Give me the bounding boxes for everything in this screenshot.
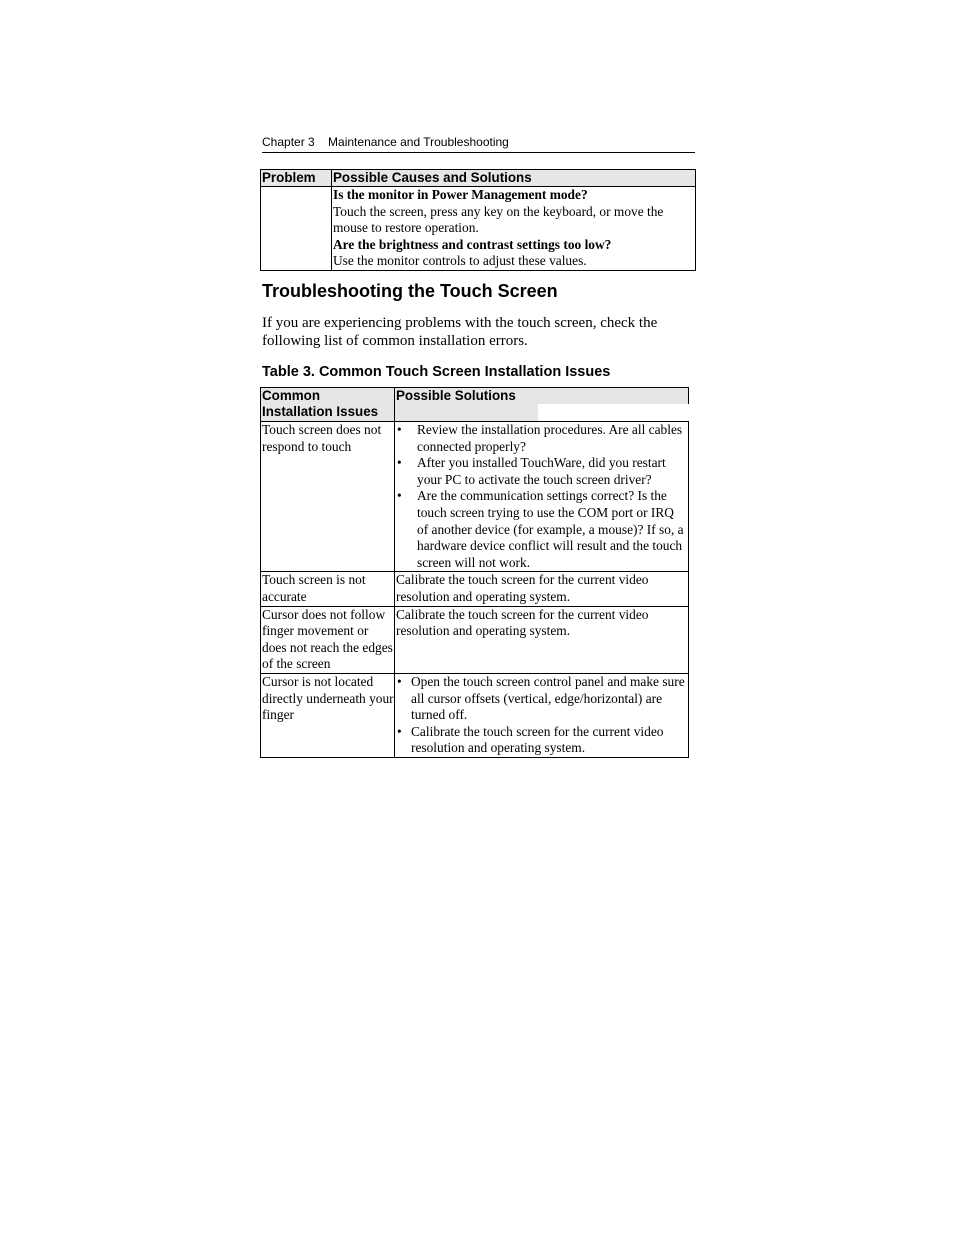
issue-cell: Cursor does not follow finger movement or does not reach the edges of the screen xyxy=(261,606,395,673)
answer-power-management: Touch the screen, press any key on the keyboard, or move the mouse to restore operation. xyxy=(333,203,664,236)
solution-bullet: • After you installed TouchWare, did you restart your PC to activate the touch screen driver? xyxy=(396,455,688,488)
solution-bullet: • Calibrate the touch screen for the current video resolution and operating system. xyxy=(396,724,688,757)
issues-header-line1: Common xyxy=(262,388,321,403)
causes-column-header: Possible Causes and Solutions xyxy=(332,170,696,187)
issue-cell: Cursor is not located directly underneath your finger xyxy=(261,673,395,757)
answer-brightness-contrast: Use the monitor controls to adjust these values. xyxy=(333,253,587,269)
table-row xyxy=(261,606,689,673)
solution-bullet: • Open the touch screen control panel and make sure all cursor offsets (vertical, edge/horizontal) are turned off. xyxy=(396,674,688,724)
table-row xyxy=(261,673,689,757)
chapter-label: Chapter 3 xyxy=(262,135,315,149)
installation-issues-table xyxy=(260,387,689,758)
solution-cell: Calibrate the touch screen for the current video resolution and operating system. xyxy=(395,572,689,606)
issue-cell: Touch screen is not accurate xyxy=(261,572,395,606)
question-brightness-contrast: Are the brightness and contrast settings too low? xyxy=(333,236,612,252)
table-row xyxy=(261,422,689,572)
solutions-header-label: Possible Solutions xyxy=(396,388,516,403)
problem-cell xyxy=(261,187,332,271)
solutions-column-header xyxy=(395,388,689,422)
question-power-management: Is the monitor in Power Management mode? xyxy=(333,187,588,202)
issue-cell: Touch screen does not respond to touch xyxy=(261,422,395,572)
intro-paragraph: If you are experiencing problems with the touch screen, check the following list of common installation errors. xyxy=(262,315,658,349)
solution-cell xyxy=(395,422,689,572)
issues-header-line2: Installation Issues xyxy=(262,404,379,419)
solution-bullet: • Review the installation procedures. Are all cables connected properly? xyxy=(396,422,688,455)
table-row xyxy=(261,572,689,606)
solution-bullet: • Are the communication settings correct? Is the touch screen trying to use the COM port or IRQ of another device (for example, a mouse)? If so, a hardware device conflict will result and the touch screen will not work. xyxy=(396,488,688,571)
section-heading: Troubleshooting the Touch Screen xyxy=(262,281,558,301)
solution-cell xyxy=(395,673,689,757)
page-header xyxy=(262,135,695,153)
solution-cell: Calibrate the touch screen for the current video resolution and operating system. xyxy=(395,606,689,673)
issues-column-header xyxy=(261,388,395,422)
header-shading-gap xyxy=(538,404,689,421)
power-management-table xyxy=(260,169,696,271)
causes-cell xyxy=(332,187,696,271)
problem-column-header: Problem xyxy=(261,170,332,187)
table-caption: Table 3. Common Touch Screen Installation Issues xyxy=(262,364,611,380)
chapter-title: Maintenance and Troubleshooting xyxy=(328,135,509,149)
